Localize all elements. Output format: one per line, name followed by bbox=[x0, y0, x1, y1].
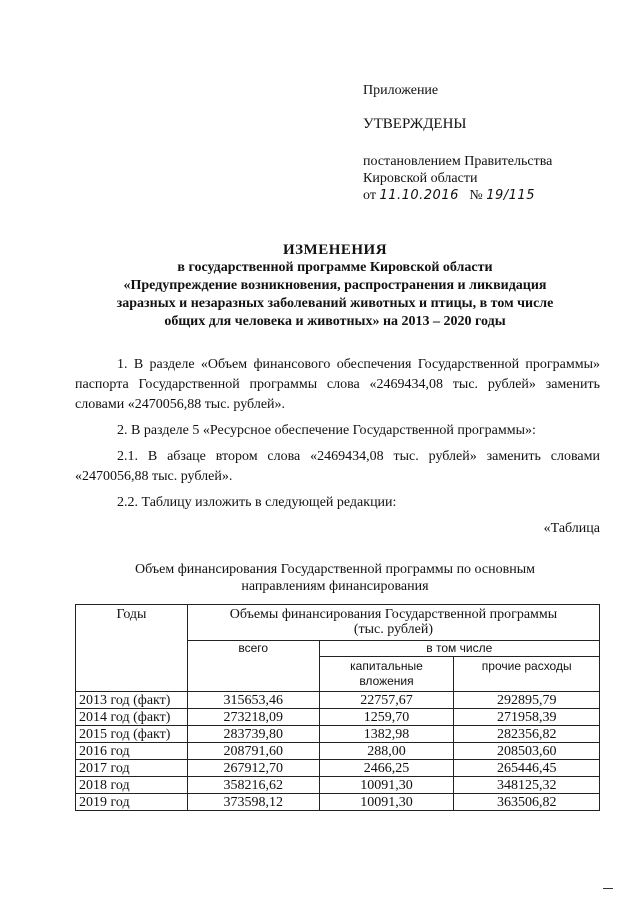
table-caption bbox=[70, 561, 600, 595]
cell-total: 358216,62 bbox=[187, 777, 319, 794]
cell-capital: 10091,30 bbox=[319, 777, 454, 794]
cell-year: 2016 год bbox=[76, 743, 188, 760]
cell-other: 292895,79 bbox=[454, 692, 600, 709]
cell-year: 2014 год (факт) bbox=[76, 709, 188, 726]
decree-date-line bbox=[363, 187, 623, 204]
cell-year: 2018 год bbox=[76, 777, 188, 794]
cell-other: 208503,60 bbox=[454, 743, 600, 760]
cell-other: 282356,82 bbox=[454, 726, 600, 743]
cell-capital: 10091,30 bbox=[319, 794, 454, 811]
paragraph-2-1: 2.1. В абзаце втором слова «2469434,08 тыс. рублей» заменить словами «2470056,88 тыс. рублей». bbox=[75, 449, 600, 484]
cell-total: 273218,09 bbox=[187, 709, 319, 726]
title-line-2: «Предупреждение возникновения, распространения и ликвидация bbox=[123, 278, 547, 293]
header-years: Годы bbox=[76, 605, 188, 692]
number-prefix: № bbox=[469, 188, 483, 203]
paragraph-2-2: 2.2. Таблицу изложить в следующей редакции: bbox=[117, 495, 397, 510]
title-line-1: в государственной программе Кировской области bbox=[177, 260, 493, 275]
cell-total: 267912,70 bbox=[187, 760, 319, 777]
approved-label: УТВЕРЖДЕНЫ bbox=[363, 116, 467, 132]
cell-year: 2017 год bbox=[76, 760, 188, 777]
header-total: всего bbox=[187, 641, 319, 692]
table-row bbox=[76, 726, 600, 743]
edge-mark bbox=[603, 888, 613, 889]
header-other: прочие расходы bbox=[454, 657, 600, 692]
table-row bbox=[76, 692, 600, 709]
cell-other: 265446,45 bbox=[454, 760, 600, 777]
cell-year: 2019 год bbox=[76, 794, 188, 811]
financing-table bbox=[75, 604, 600, 811]
paragraph-2: 2. В разделе 5 «Ресурсное обеспечение Государственной программы»: bbox=[117, 423, 536, 438]
paragraph-1: 1. В разделе «Объем финансового обеспечения Государственной программы» паспорта Государственной программы слова «2469434,08 тыс. рублей» заменить словами «2470056,88 тыс. рублей». bbox=[75, 357, 600, 412]
table-header-row-1 bbox=[76, 605, 600, 641]
approval-block bbox=[363, 82, 623, 204]
cell-capital: 2466,25 bbox=[319, 760, 454, 777]
title-line-4: общих для человека и животных» на 2013 – 2020 годы bbox=[164, 314, 506, 329]
table-caption-line-1: Объем финансирования Государственной программы по основным bbox=[135, 562, 535, 577]
cell-other: 363506,82 bbox=[454, 794, 600, 811]
cell-capital: 1382,98 bbox=[319, 726, 454, 743]
appendix-label: Приложение bbox=[363, 83, 439, 98]
cell-capital: 288,00 bbox=[319, 743, 454, 760]
cell-total: 283739,80 bbox=[187, 726, 319, 743]
table-row bbox=[76, 760, 600, 777]
cell-total: 373598,12 bbox=[187, 794, 319, 811]
cell-other: 271958,39 bbox=[454, 709, 600, 726]
table-row bbox=[76, 777, 600, 794]
header-volume-line-2: (тыс. рублей) bbox=[353, 622, 434, 637]
document-title bbox=[70, 241, 600, 331]
title-main: ИЗМЕНЕНИЯ bbox=[282, 242, 388, 258]
table-row bbox=[76, 709, 600, 726]
cell-other: 348125,32 bbox=[454, 777, 600, 794]
cell-total: 208791,60 bbox=[187, 743, 319, 760]
table-body bbox=[76, 692, 600, 811]
handwritten-number: 19/115 bbox=[486, 188, 535, 203]
document-body bbox=[75, 355, 600, 545]
table-row bbox=[76, 743, 600, 760]
header-volume-line-1: Объемы финансирования Государственной программы bbox=[229, 607, 558, 622]
header-volume bbox=[187, 605, 599, 641]
title-line-3: заразных и незаразных заболеваний животных и птицы, в том числе bbox=[116, 296, 554, 311]
cell-year: 2015 год (факт) bbox=[76, 726, 188, 743]
cell-total: 315653,46 bbox=[187, 692, 319, 709]
table-caption-line-2: направлениям финансирования bbox=[241, 579, 429, 594]
handwritten-date: 11.10.2016 bbox=[379, 188, 459, 203]
table-row bbox=[76, 794, 600, 811]
header-including: в том числе bbox=[319, 641, 599, 657]
cell-year: 2013 год (факт) bbox=[76, 692, 188, 709]
decree-line-1: постановлением Правительства bbox=[363, 154, 553, 169]
cell-capital: 22757,67 bbox=[319, 692, 454, 709]
decree-line-2: Кировской области bbox=[363, 171, 478, 186]
cell-capital: 1259,70 bbox=[319, 709, 454, 726]
date-prefix: от bbox=[363, 188, 376, 203]
table-marker: «Таблица bbox=[543, 521, 600, 536]
header-capital: капитальные вложения bbox=[319, 657, 454, 692]
